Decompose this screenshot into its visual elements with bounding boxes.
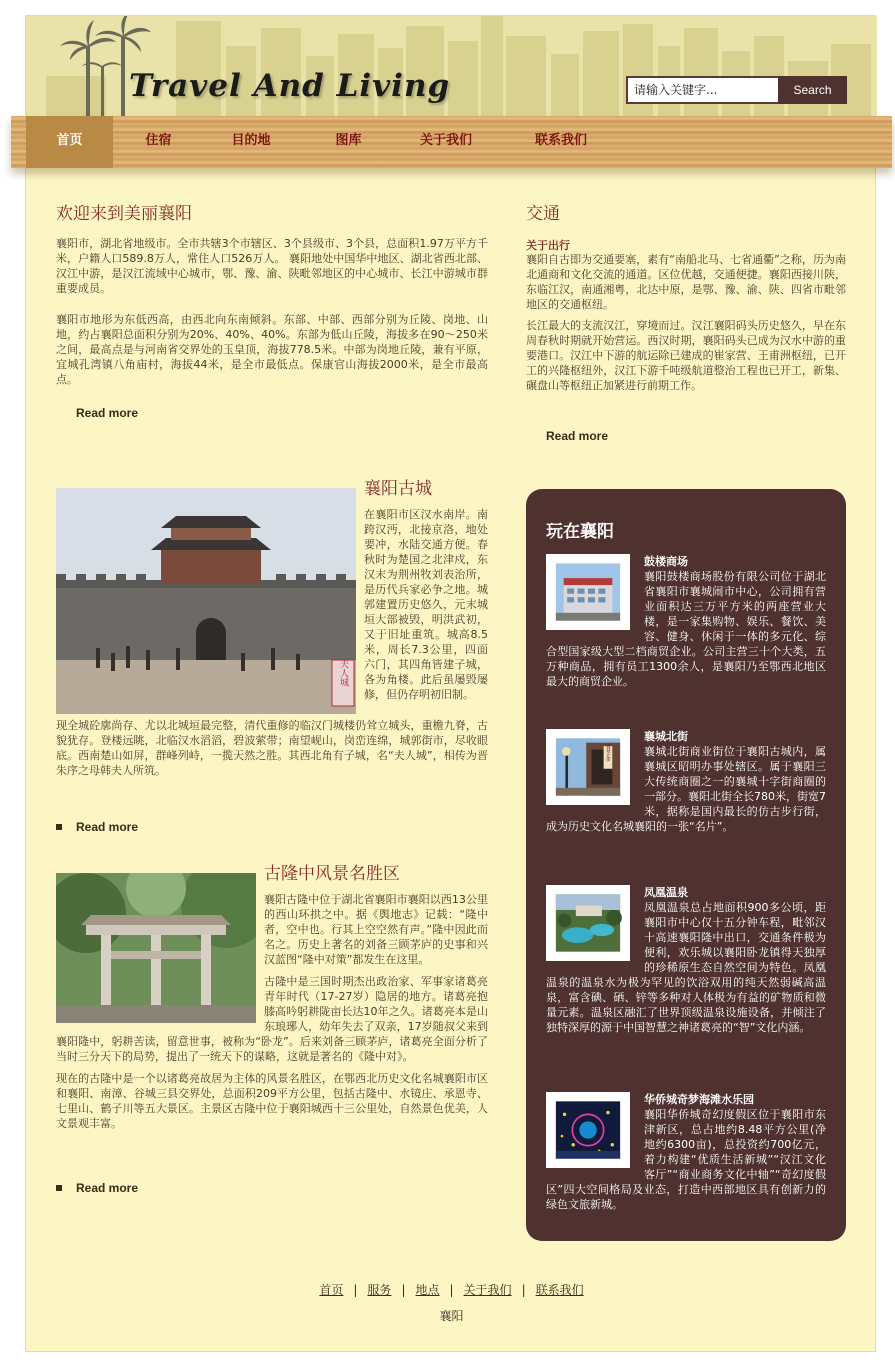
traffic-paragraph-2: 长江最大的支流汉江，穿境而过。汉江襄阳码头历史悠久，早在东周春秋时期就开始营运。西汉时期，襄阳码头已成为汉水中游的重要港口。汉江中下游的航运除已建成的崔家营、王甫洲枢纽，已开工的兴隆枢纽外，汉江下游千吨级航道整治工程也已开工，新集、碾盘山等枢纽正加紧进行前期工作。	[526, 319, 846, 392]
traffic-subtitle: 关于出行	[526, 239, 570, 252]
main-nav	[11, 116, 892, 168]
sidebar-play-in-xiangyang	[526, 489, 846, 1241]
footer-separator: |	[401, 1283, 406, 1297]
bullet-icon	[56, 1185, 62, 1191]
footer-link-services[interactable]: 服务	[367, 1283, 392, 1297]
footer-separator: |	[521, 1283, 526, 1297]
search-input[interactable]	[626, 76, 778, 104]
footer-link-about[interactable]: 关于我们	[463, 1283, 512, 1297]
nav-item-lodging[interactable]: 住宿	[145, 133, 172, 148]
sidebar-item-desc: 襄阳鼓楼商场股份有限公司位于湖北省襄阳市襄城闹市中心，公司拥有营业面积达三万平方米的两座营业大楼，是一家集购物、娱乐、餐饮、美容、健身、休闲于一体的多元化、综合型国家级大型二档商贸企业。公司主营三十个大类，五万种商品，拥有员工1300余人，是襄阳乃至鄂西北地区最大的商贸企业。	[546, 570, 826, 688]
ancient-city-title: 襄阳古城	[364, 479, 432, 499]
longzhong-read-more-link[interactable]: Read more	[76, 1181, 139, 1195]
traffic-title: 交通	[526, 204, 560, 224]
site-logo[interactable]: Travel And Living	[129, 68, 451, 104]
longzhong-paragraph-3: 现在的古隆中是一个以诸葛亮故居为主体的风景名胜区，在鄂西北历史文化名城襄阳市区和襄阳、南漳、谷城三县交界处，总面积209平方公里，包括古隆中、水镜庄、承恩寺、七里山、鹤子川等五大景区。主景区古隆中位于襄阳城西十三公里处，自然景色优美，人文景观丰富。	[56, 1072, 488, 1130]
water-park-thumbnail	[546, 1092, 630, 1168]
longzhong-paragraph-2: 古隆中是三国时期杰出政治家、军事家诸葛亮青年时代（17-27岁）隐居的地方。诸葛亮抱膝高吟躬耕陇亩长达10年之久。诸葛亮本是山东琅琊人，幼年失去了双亲，17岁随叔父来到襄阳隆中，躬耕苦读，留意世事，被称为“卧龙”。后来刘备三顾茅庐，诸葛亮全面分析了当时三分天下的局势，提出了一统天下的谋略，这就是著名的《隆中对》。	[56, 975, 488, 1063]
ancient-city-paragraph-2: 现全城砼廓尚存、尤以北城垣最完整，清代重修的临汉门城楼仍耸立城头，重檐九脊，古貌犹存。登楼远眺，北临汉水滔滔，碧波萦带；南望岘山，岗峦连绵，城郭街市，尽收眼底。西南楚山如屏，群峰列峙，一揽天然之胜。其西北角有子城，名“夫人城”，相传为晋朱序之母韩夫人所筑。	[56, 719, 488, 777]
welcome-paragraph-1: 襄阳市，湖北省地级市。全市共辖3个市辖区、3个县级市、3个县，总面积1.97万平方千米，户籍人口589.8万人，常住人口526万人。 襄阳地处中国华中地区、湖北省西北部、汉江中游，是汉江流域中心城市，鄂、豫、渝、陕毗邻地区的中心城市、长江中游城市群重要成员。	[56, 237, 488, 295]
sidebar-item-name: 凤凰温泉	[644, 886, 688, 899]
longzhong-title: 古隆中风景名胜区	[264, 864, 400, 884]
longzhong-article	[56, 864, 488, 1138]
sidebar-item-name: 华侨城奇梦海滩水乐园	[644, 1093, 754, 1106]
traffic-read-more-link[interactable]: Read more	[546, 429, 609, 443]
welcome-read-more-link[interactable]: Read more	[76, 406, 139, 420]
longzhong-paragraph-1: 襄阳古隆中位于湖北省襄阳市襄阳以西13公里的西山环拱之中。据《舆地志》记载：“隆中者，空中也。行其上空空然有声。”隆中因此而名之。历史上著名的刘备三顾茅庐的史事和兴汉蓝图“隆中对策”都发生在这里。	[264, 893, 488, 966]
nav-item-gallery[interactable]: 图库	[335, 133, 362, 148]
north-street-thumbnail	[546, 729, 630, 805]
gulou-mall-thumbnail	[546, 554, 630, 630]
nav-item-about[interactable]: 关于我们	[419, 133, 472, 148]
footer-link-home[interactable]: 首页	[319, 1283, 344, 1297]
sidebar-item-desc: 襄阳华侨城奇幻度假区位于襄阳市东津新区，总占地约8.48平方公里(净地约6300亩)，总投资约700亿元，着力构建“优质生活新城”“汉江文化客厅”“商业商务文化中轴”“奇幻度假区”四大空间格局及业态，打造中西部地区具有创新力的绿色文旅新城。	[546, 1108, 826, 1211]
north-street-sign: 襄城北街	[605, 744, 611, 762]
footer-separator: |	[449, 1283, 454, 1297]
header	[26, 16, 877, 116]
sidebar-item-gulou-mall[interactable]	[546, 554, 826, 689]
footer-text: 襄阳	[439, 1309, 464, 1323]
sidebar-item-oct-water-park[interactable]	[546, 1092, 826, 1212]
sidebar-title: 玩在襄阳	[546, 522, 614, 542]
footer-separator: |	[353, 1283, 358, 1297]
longzhong-photo	[56, 873, 256, 1023]
footer-link-contact[interactable]: 联系我们	[535, 1283, 584, 1297]
search-button[interactable]: Search	[778, 76, 847, 104]
nav-item-destinations[interactable]: 目的地	[231, 133, 271, 148]
welcome-paragraph-2: 襄阳市地形为东低西高，由西北向东南倾斜。东部、中部、西部分别为丘陵、岗地、山地，约占襄阳总面积分别为20%、40%、40%。东部为低山丘陵，海拔多在90～250米之间，最高点是与河南省交界处的玉皇顶，海拔778.5米。中部为岗地丘陵，兼有平原，宜城孔湾镇八角庙村，海拔44米，是全市最低点。保康官山海拔2000米，是全市最高点。	[56, 313, 488, 386]
ancient-city-article	[56, 479, 488, 785]
sidebar-item-north-street[interactable]	[546, 729, 826, 834]
ancient-city-paragraph-1: 在襄阳市区汉水南岸。南跨汉沔，北接京洛，地处要冲，水陆交通方便。春秋时为楚国之北津戍，东汉末为荆州牧刘表治所，是历代兵家必争之地。城郭建置历史悠久，元末城垣大部被毁，明洪武初，又于旧址重筑。城高8.5米，周长7.3公里，四面六门，其四角皆建子城，各为角楼。此后虽屡毁屡修，但仍存明初旧制。	[364, 508, 488, 701]
footer-nav	[26, 1281, 877, 1298]
sidebar-item-name: 鼓楼商场	[644, 555, 688, 568]
ancient-city-photo	[56, 488, 356, 714]
sidebar-item-phoenix-hot-spring[interactable]	[546, 885, 826, 1035]
page	[25, 15, 876, 1352]
ancient-city-read-more-link[interactable]: Read more	[76, 820, 139, 834]
sidebar-item-name: 襄城北街	[644, 730, 688, 743]
photo-stamp: 夫人城	[338, 659, 348, 687]
bullet-icon	[56, 824, 62, 830]
sidebar-item-desc: 襄城北街商业街位于襄阳古城内，属襄城区昭明办事处辖区。属于襄阳三大传统商圈之一的襄城十字街商圈的一部分。襄阳北街全长780米，街宽7米，据称是国内最长的仿古步行街，成为历史文化名城襄阳的一张“名片”。	[546, 745, 826, 833]
hot-spring-thumbnail	[546, 885, 630, 961]
nav-item-home[interactable]: 首页	[26, 116, 113, 168]
traffic-paragraph-1: 襄阳自古即为交通要塞，素有“南船北马、七省通衢”之称，历为南北通商和文化交流的通道。区位优越，交通便捷。襄阳西接川陕，东临江汉，南通湘粤，北达中原，是鄂、豫、渝、陕、四省市毗邻地区的交通枢纽。	[526, 253, 846, 311]
footer-link-locations[interactable]: 地点	[415, 1283, 440, 1297]
welcome-title: 欢迎来到美丽襄阳	[56, 204, 192, 224]
nav-item-contact[interactable]: 联系我们	[534, 133, 587, 148]
sidebar-item-desc: 凤凰温泉总占地面积900多公顷，距襄阳市中心仅十五分钟车程，毗邻汉十高速襄阳隆中出口，交通条件极为便利，欢乐城以襄阳卧龙镇得天独厚的珍稀原生态自然空间为特色。凤凰温泉的温泉水为极为罕见的饮浴双用的纯天然弱碱高温泉，富含碘、硒、锌等多种对人体极为有益的矿物质和微量元素。温泉区融汇了世界顶级温泉设施设备，并倾注了独特深厚的源于中国智慧之神诸葛亮的“智”文化内涵。	[546, 901, 826, 1034]
